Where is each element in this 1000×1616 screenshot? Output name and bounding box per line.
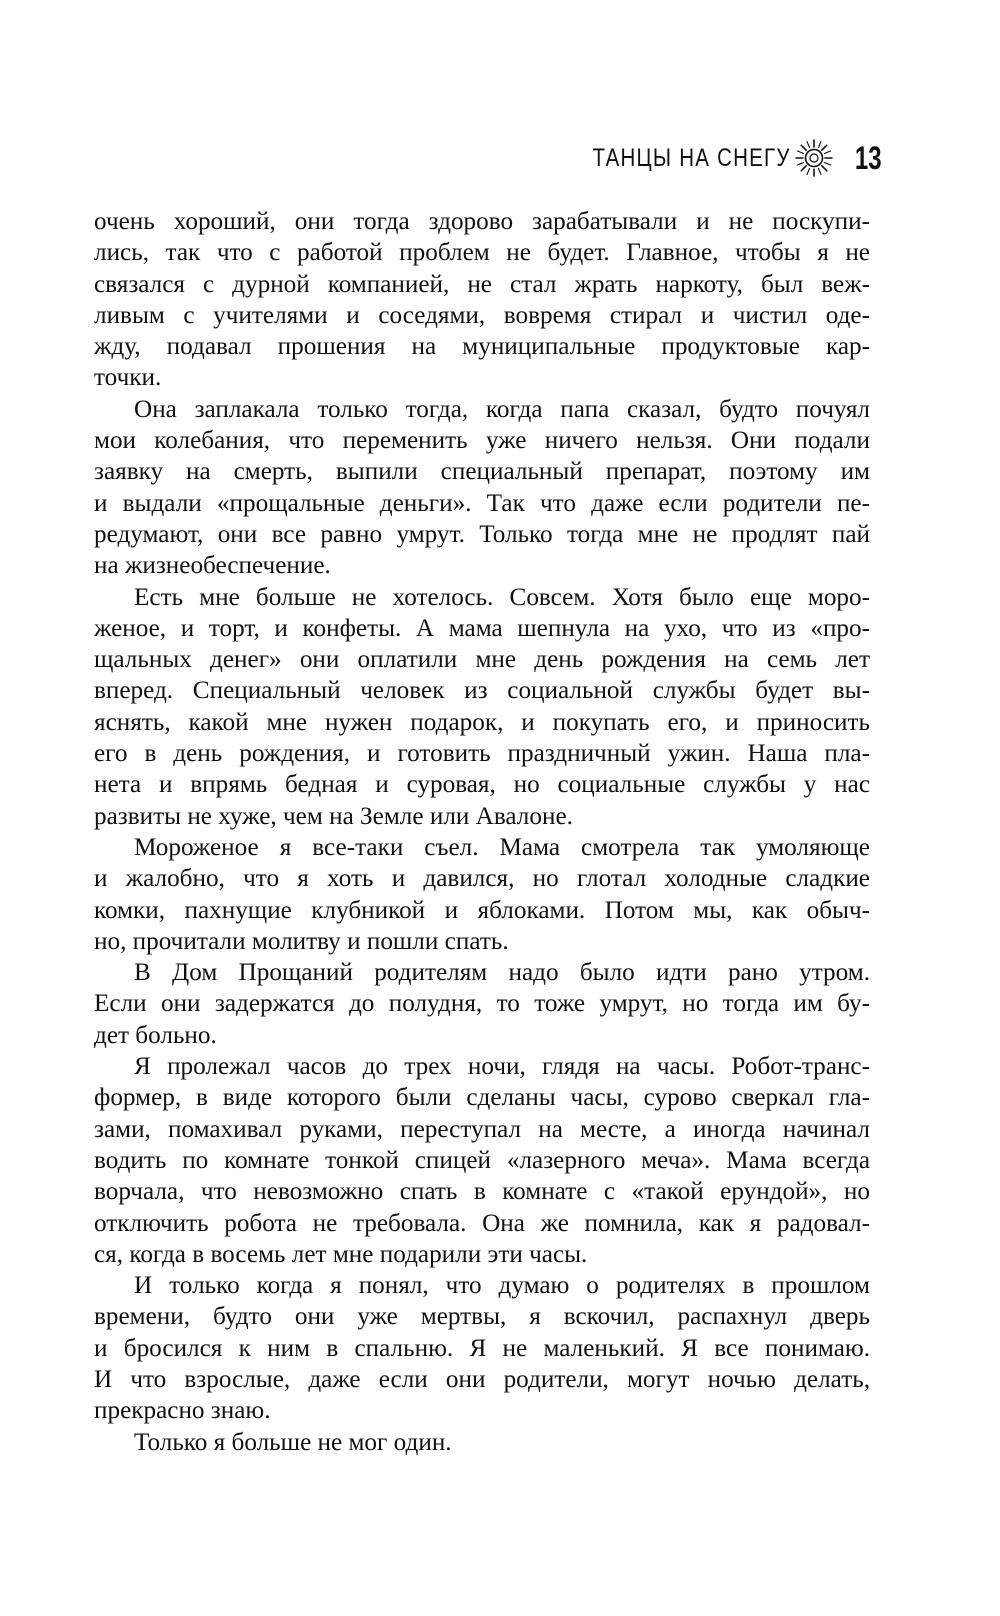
running-title: ТАНЦЫ НА СНЕГУ (592, 143, 791, 172)
text-line: на жизнеобеспечение. (94, 552, 331, 580)
text-line: времени, будто они уже мертвы, я вскочил, распахнул дверь (94, 1303, 870, 1331)
text-line: комки, пахнущие клубникой и яблоками. Потом мы, как обыч- (94, 896, 870, 924)
paragraph-1 (94, 206, 870, 394)
text-line: и выдали «прощальные деньги». Так что даже если родители пе- (94, 489, 870, 517)
text-line: его в день рождения, и готовить праздничный ужин. Наша пла- (94, 740, 870, 768)
text-line: зами, помахивал руками, переступал на месте, а иногда начинал (94, 1115, 870, 1143)
body-text (94, 206, 870, 1458)
text-line: ворчала, что невозможно спать в комнате с «такой ерундой», но (94, 1178, 870, 1206)
text-line: мои колебания, что переменить уже ничего нельзя. Они подали (94, 427, 870, 455)
text-line: И только когда я понял, что думаю о родителях в прошлом (134, 1272, 870, 1300)
text-line: Она заплакала только тогда, когда папа сказал, будто почуял (134, 395, 870, 423)
text-line: водить по комнате тонкой спицей «лазерного меча». Мама всегда (94, 1146, 870, 1174)
text-line: яснять, какой мне нужен подарок, и покупать его, и приносить (94, 708, 870, 736)
paragraph-3 (94, 582, 870, 832)
text-line: связался с дурной компанией, не стал жрать наркоту, был веж- (94, 270, 870, 298)
text-line: нета и впрямь бедная и суровая, но социальные службы у нас (94, 771, 870, 799)
text-line: заявку на смерть, выпили специальный препарат, поэтому им (94, 458, 870, 486)
text-line: редумают, они все равно умрут. Только тогда мне не продлят пай (94, 520, 870, 548)
text-line: вперед. Специальный человек из социальной службы будет вы- (94, 677, 870, 705)
text-line: щальных денег» они оплатили мне день рождения на семь лет (94, 646, 870, 674)
paragraph-6 (94, 1051, 870, 1270)
text-line: ливым с учителями и соседями, вовремя стирал и чистил оде- (94, 301, 870, 329)
text-line: точки. (94, 364, 162, 392)
paragraph-8 (94, 1427, 870, 1458)
text-line: и бросился к ним в спальню. Я не маленький. Я все понимаю. (94, 1334, 870, 1362)
paragraph-2 (94, 394, 870, 582)
text-line: и жалобно, что я хоть и давился, но глотал холодные сладкие (94, 865, 870, 893)
text-line: но, прочитали молитву и пошли спать. (94, 927, 509, 955)
text-line: Мороженое я все-таки съел. Мама смотрела так умоляюще (134, 833, 870, 861)
page-number: 13 (855, 139, 882, 176)
text-line: развиты не хуже, чем на Земле или Авалоне. (94, 802, 573, 830)
text-line: лись, так что с работой проблем не будет. Главное, чтобы я не (94, 239, 870, 267)
text-line: очень хороший, они тогда здорово зарабатывали и не поскупи- (94, 208, 870, 235)
running-header (549, 136, 882, 180)
text-line: формер, в виде которого были сделаны часы, сурово сверкал гла- (94, 1084, 870, 1112)
text-line: Если они задержатся до полудня, то тоже умрут, но тогда им бу- (94, 990, 870, 1018)
text-line: женое, и торт, и конфеты. А мама шепнула на ухо, что из «про- (94, 614, 870, 642)
text-line: отключить робота не требовала. Она же помнила, как я радовал- (94, 1209, 870, 1237)
text-line: жду, подавал прошения на муниципальные продуктовые кар- (94, 333, 870, 361)
text-line: В Дом Прощаний родителям надо было идти рано утром. (134, 959, 870, 987)
text-line: Есть мне больше не хотелось. Совсем. Хотя было еще моро- (134, 583, 870, 611)
paragraph-4 (94, 832, 870, 957)
snowflake-sun-emblem-icon (794, 138, 834, 178)
text-line: Только я больше не мог один. (134, 1428, 452, 1456)
paragraph-7 (94, 1270, 870, 1426)
text-line: прекрасно знаю. (94, 1397, 271, 1425)
text-line: ся, когда в восемь лет мне подарили эти часы. (94, 1240, 588, 1268)
text-line: И что взрослые, даже если они родители, могут ночью делать, (94, 1365, 870, 1393)
paragraph-5 (94, 957, 870, 1051)
text-line: дет больно. (94, 1021, 217, 1049)
text-line: Я пролежал часов до трех ночи, глядя на часы. Робот-транс- (134, 1053, 870, 1081)
